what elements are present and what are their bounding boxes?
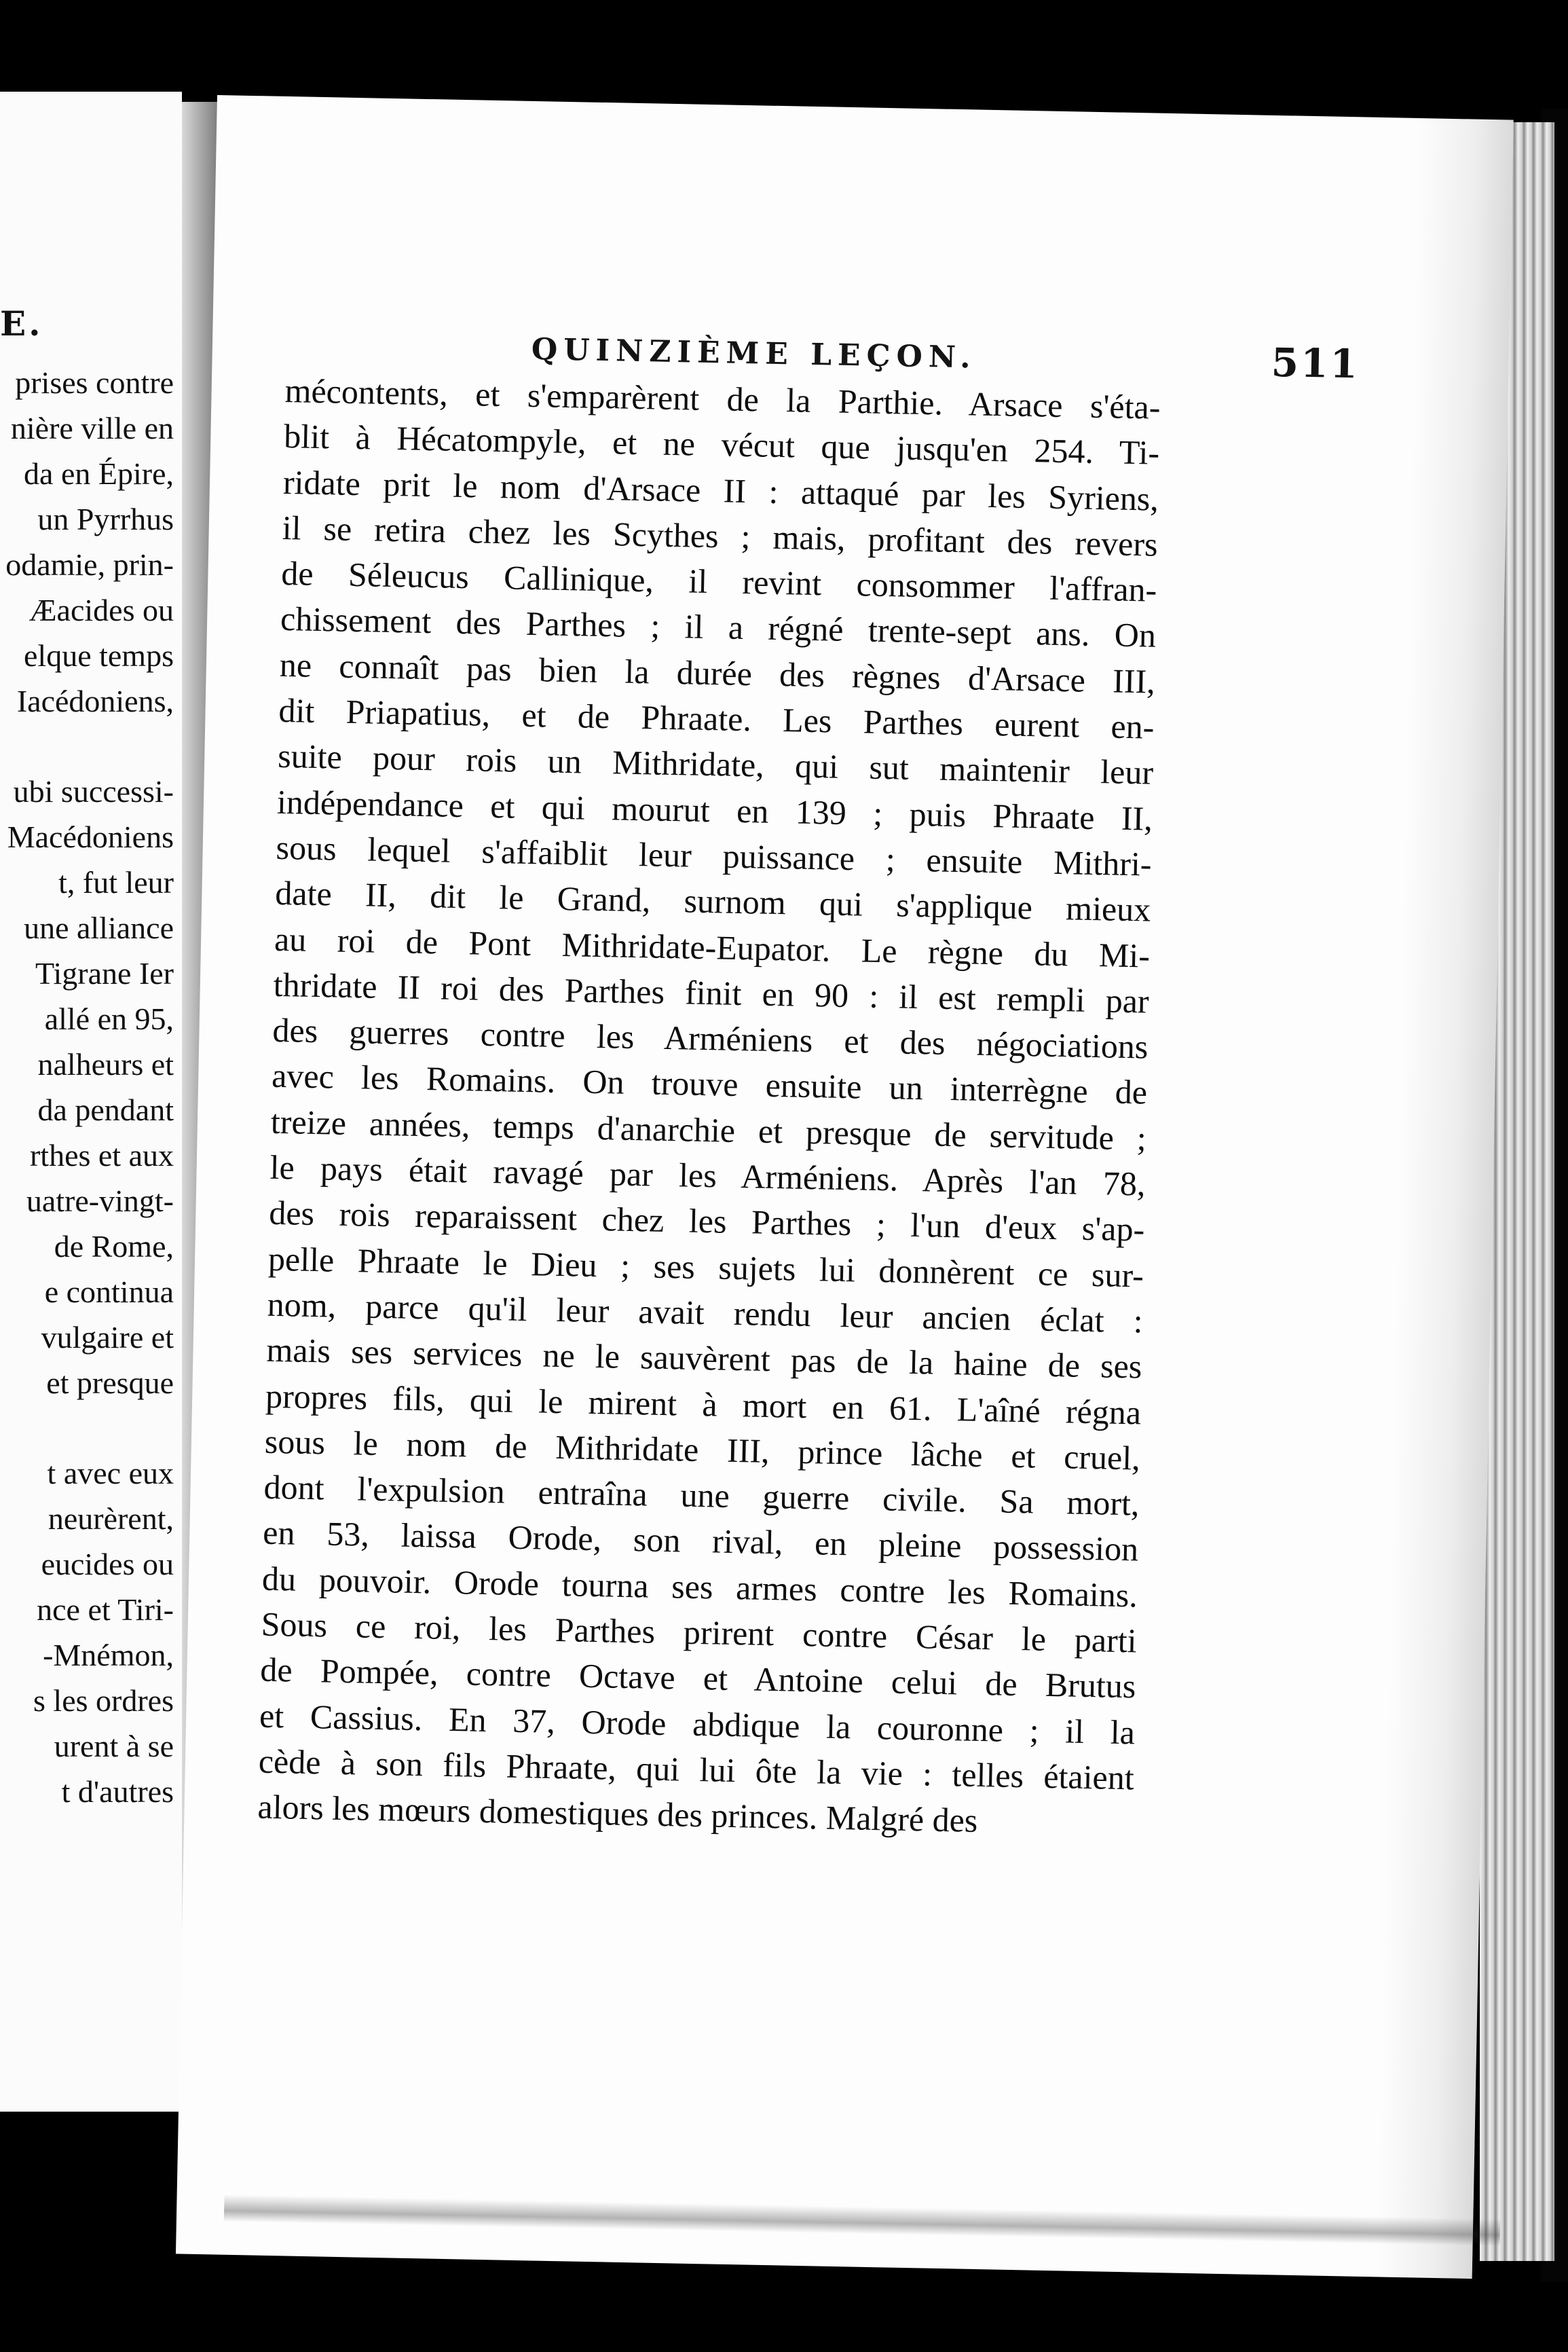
left-line: vulgaire et [41, 1320, 174, 1355]
left-line: nalheurs et [37, 1047, 174, 1082]
running-head: QUINZIÈME LEÇON. [531, 331, 977, 375]
text-line: alors les mœurs domestiques des princes. Malgré des [257, 1787, 978, 1840]
left-line: eucides ou [41, 1547, 174, 1581]
text-line: dit Priapatius, et de Phraate. Les Parthes eurent en- [278, 691, 1155, 746]
right-page [176, 95, 1514, 2279]
left-page-text [0, 360, 174, 1814]
left-line: uatre-vingt- [26, 1183, 174, 1218]
left-line: elque temps [24, 638, 174, 673]
left-line [0, 1405, 174, 1450]
left-line: neurèrent, [48, 1501, 174, 1536]
left-page [0, 92, 182, 2112]
left-line: odamie, prin- [5, 547, 174, 582]
text-line: mécontents, et s'emparèrent de la Parthie. Arsace s'éta- [284, 371, 1161, 426]
left-line: rthes et aux [29, 1138, 174, 1173]
text-line: du pouvoir. Orode tourna ses armes contre les Romains. [261, 1559, 1138, 1615]
text-line: de Pompée, contre Octave et Antoine celui de Brutus [259, 1650, 1136, 1706]
left-line: Æacides ou [29, 593, 174, 627]
text-line: treize années, temps d'anarchie et presque de servitude ; [270, 1102, 1147, 1158]
left-line: t d'autres [61, 1774, 174, 1809]
text-line: ne connaît pas bien la durée des règnes d'Arsace III, [279, 645, 1156, 701]
left-line: t avec eux [47, 1456, 174, 1490]
text-line: il se retira chez les Scythes ; mais, profitant des revers [282, 508, 1159, 564]
left-line: -Mnémon, [43, 1638, 174, 1672]
text-line: propres fils, qui le mirent à mort en 61. L'aîné régna [265, 1376, 1142, 1432]
text-line: cède à son fils Phraate, qui lui ôte la vie : telles étaient [258, 1742, 1135, 1797]
left-line: un Pyrrhus [37, 502, 174, 536]
text-line: date II, dit le Grand, surnom qui s'applique mieux [274, 874, 1151, 929]
text-line: le pays était ravagé par les Arméniens. Après l'an 78, [269, 1147, 1146, 1203]
text-line: suite pour rois un Mithridate, qui sut maintenir leur [277, 737, 1154, 792]
page-number: 511 [1271, 339, 1360, 388]
left-line: Tigrane Ier [35, 956, 174, 991]
left-line: Macédoniens [7, 820, 174, 854]
text-line: de Séleucus Callinique, il revint consommer l'affran- [280, 554, 1157, 609]
left-line: de Rome, [54, 1229, 174, 1264]
left-line: e continua [44, 1274, 174, 1309]
left-line: Iacédoniens, [16, 684, 174, 718]
text-line: nom, parce qu'il leur avait rendu leur ancien éclat : [267, 1285, 1144, 1340]
left-line: da en Épire, [24, 456, 174, 491]
text-line: en 53, laissa Orode, son rival, en pleine possession [262, 1513, 1139, 1568]
left-line: nce et Tiri- [37, 1592, 174, 1627]
left-line: t, fut leur [58, 865, 174, 900]
left-line: et presque [46, 1365, 174, 1400]
text-line: ridate prit le nom d'Arsace II : attaqué par les Syriens, [282, 462, 1159, 518]
text-line: chissement des Parthes ; il a régné trente-sept ans. On [280, 600, 1157, 655]
text-line: dont l'expulsion entraîna une guerre civile. Sa mort, [263, 1467, 1140, 1523]
text-line: sous lequel s'affaiblit leur puissance ; ensuite Mithri- [276, 828, 1153, 883]
left-line: allé en 95, [44, 1002, 174, 1036]
text-line: au roi de Pont Mithridate-Eupator. Le règne du Mi- [274, 919, 1151, 975]
text-line: et Cassius. En 37, Orode abdique la couronne ; il la [259, 1696, 1136, 1752]
body-text [257, 368, 1161, 1847]
text-line: avec les Romains. On trouve ensuite un interrègne de [271, 1056, 1148, 1112]
left-line: une alliance [24, 911, 174, 945]
text-line: Sous ce roi, les Parthes prirent contre César le parti [261, 1604, 1138, 1660]
text-line: des guerres contre les Arméniens et des négociations [272, 1010, 1149, 1066]
left-line: urent à se [54, 1729, 174, 1763]
text-line: thridate II roi des Parthes finit en 90 : il est rempli par [273, 965, 1150, 1021]
text-line: sous le nom de Mithridate III, prince lâche et cruel, [264, 1422, 1141, 1477]
left-line: da pendant [37, 1092, 174, 1127]
text-line: indépendance et qui mourut en 139 ; puis Phraate II, [276, 782, 1153, 838]
text-line: blit à Hécatompyle, et ne vécut que jusqu'en 254. Ti- [283, 417, 1160, 473]
left-running-head: E. [0, 304, 43, 344]
text-line: pelle Phraate le Dieu ; ses sujets lui donnèrent ce sur- [267, 1239, 1144, 1295]
left-line: ubi successi- [13, 774, 174, 809]
left-line: s les ordres [33, 1683, 174, 1718]
left-line [0, 724, 174, 769]
text-line: mais ses services ne le sauvèrent pas de la haine de ses [265, 1330, 1142, 1386]
text-line: des rois reparaissent chez les Parthes ; l'un d'eux s'ap- [268, 1194, 1145, 1249]
left-line: nière ville en [10, 411, 174, 445]
left-line: prises contre [15, 365, 174, 400]
